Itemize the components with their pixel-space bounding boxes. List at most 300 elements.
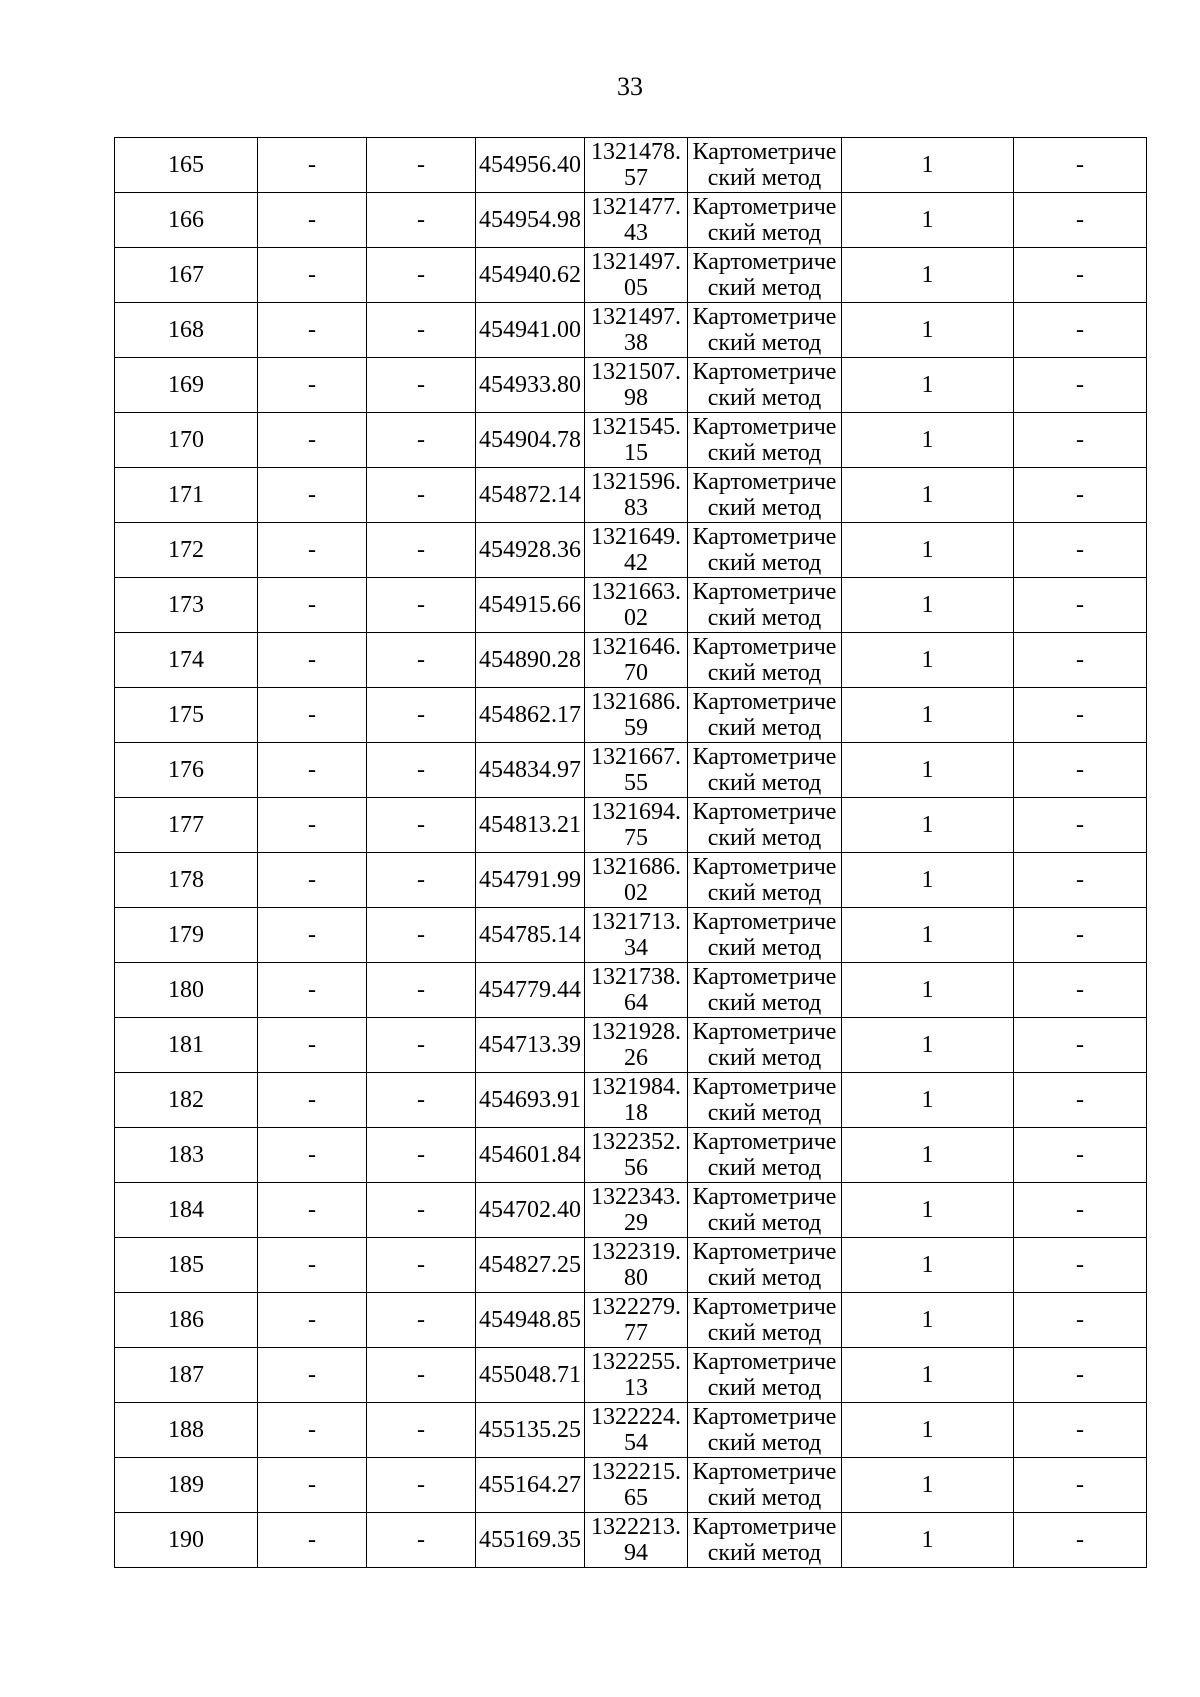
method-label-line: Картометриче xyxy=(692,359,837,385)
y-coordinate-decimal-part: 94 xyxy=(624,1540,648,1566)
point-number-cell: 179 xyxy=(115,908,258,963)
empty-cell: - xyxy=(258,798,367,853)
empty-cell: - xyxy=(1014,1238,1147,1293)
empty-cell: - xyxy=(367,413,476,468)
precision-cell: 1 xyxy=(842,1073,1014,1128)
method-cell xyxy=(688,908,842,963)
point-number-cell: 188 xyxy=(115,1403,258,1458)
method-label-line: ский метод xyxy=(707,1320,822,1346)
empty-cell: - xyxy=(1014,1128,1147,1183)
table-row xyxy=(115,743,1147,798)
empty-cell: - xyxy=(367,633,476,688)
point-number-cell: 186 xyxy=(115,1293,258,1348)
y-coordinate-decimal-part: 56 xyxy=(624,1155,648,1181)
y-coordinate-integer-part: 1321686. xyxy=(591,689,681,715)
point-number-cell: 172 xyxy=(115,523,258,578)
method-label-line: Картометриче xyxy=(692,1019,837,1045)
table-row xyxy=(115,908,1147,963)
empty-cell: - xyxy=(1014,1403,1147,1458)
point-number-cell: 183 xyxy=(115,1128,258,1183)
method-label-line: ский метод xyxy=(707,220,822,246)
precision-cell: 1 xyxy=(842,523,1014,578)
y-coordinate-cell xyxy=(585,413,688,468)
precision-cell: 1 xyxy=(842,963,1014,1018)
y-coordinate-decimal-part: 70 xyxy=(624,660,648,686)
precision-cell: 1 xyxy=(842,193,1014,248)
y-coordinate-integer-part: 1322213. xyxy=(591,1514,681,1540)
method-cell xyxy=(688,1238,842,1293)
point-number-cell: 180 xyxy=(115,963,258,1018)
point-number-cell: 189 xyxy=(115,1458,258,1513)
empty-cell: - xyxy=(367,193,476,248)
precision-cell: 1 xyxy=(842,688,1014,743)
empty-cell: - xyxy=(1014,908,1147,963)
x-coordinate-cell: 454834.97 xyxy=(476,743,585,798)
method-label-line: Картометриче xyxy=(692,964,837,990)
x-coordinate-cell: 455135.25 xyxy=(476,1403,585,1458)
y-coordinate-decimal-part: 42 xyxy=(624,550,648,576)
empty-cell: - xyxy=(367,523,476,578)
y-coordinate-cell xyxy=(585,798,688,853)
y-coordinate-cell xyxy=(585,578,688,633)
y-coordinate-integer-part: 1321507. xyxy=(591,359,681,385)
y-coordinate-cell xyxy=(585,908,688,963)
precision-cell: 1 xyxy=(842,413,1014,468)
y-coordinate-integer-part: 1321596. xyxy=(591,469,681,495)
y-coordinate-integer-part: 1322215. xyxy=(591,1459,681,1485)
precision-cell: 1 xyxy=(842,1128,1014,1183)
y-coordinate-decimal-part: 54 xyxy=(624,1430,648,1456)
method-label-line: ский метод xyxy=(707,1485,822,1511)
method-label-line: ский метод xyxy=(707,165,822,191)
y-coordinate-cell xyxy=(585,523,688,578)
method-cell xyxy=(688,413,842,468)
y-coordinate-integer-part: 1322224. xyxy=(591,1404,681,1430)
y-coordinate-integer-part: 1321497. xyxy=(591,249,681,275)
x-coordinate-cell: 454904.78 xyxy=(476,413,585,468)
empty-cell: - xyxy=(1014,1293,1147,1348)
table-row xyxy=(115,303,1147,358)
empty-cell: - xyxy=(258,193,367,248)
y-coordinate-integer-part: 1321667. xyxy=(591,744,681,770)
empty-cell: - xyxy=(258,1513,367,1568)
method-cell xyxy=(688,193,842,248)
method-label-line: Картометриче xyxy=(692,1459,837,1485)
table-row xyxy=(115,1238,1147,1293)
empty-cell: - xyxy=(367,1458,476,1513)
method-label-line: Картометриче xyxy=(692,689,837,715)
y-coordinate-cell xyxy=(585,1128,688,1183)
empty-cell: - xyxy=(367,468,476,523)
precision-cell: 1 xyxy=(842,578,1014,633)
y-coordinate-integer-part: 1321649. xyxy=(591,524,681,550)
x-coordinate-cell: 454948.85 xyxy=(476,1293,585,1348)
empty-cell: - xyxy=(258,633,367,688)
empty-cell: - xyxy=(367,1403,476,1458)
table-row xyxy=(115,413,1147,468)
empty-cell: - xyxy=(258,908,367,963)
y-coordinate-decimal-part: 05 xyxy=(624,275,648,301)
empty-cell: - xyxy=(367,1238,476,1293)
method-label-line: Картометриче xyxy=(692,414,837,440)
empty-cell: - xyxy=(258,138,367,193)
empty-cell: - xyxy=(258,358,367,413)
method-cell xyxy=(688,963,842,1018)
y-coordinate-integer-part: 1321984. xyxy=(591,1074,681,1100)
empty-cell: - xyxy=(367,853,476,908)
precision-cell: 1 xyxy=(842,248,1014,303)
precision-cell: 1 xyxy=(842,1458,1014,1513)
table-row xyxy=(115,1073,1147,1128)
method-label-line: ский метод xyxy=(707,275,822,301)
y-coordinate-integer-part: 1321928. xyxy=(591,1019,681,1045)
precision-cell: 1 xyxy=(842,138,1014,193)
x-coordinate-cell: 454862.17 xyxy=(476,688,585,743)
method-cell xyxy=(688,633,842,688)
method-label-line: ский метод xyxy=(707,825,822,851)
empty-cell: - xyxy=(1014,1073,1147,1128)
y-coordinate-integer-part: 1321497. xyxy=(591,304,681,330)
method-label-line: Картометриче xyxy=(692,854,837,880)
table-row xyxy=(115,468,1147,523)
method-label-line: ский метод xyxy=(707,330,822,356)
y-coordinate-integer-part: 1321646. xyxy=(591,634,681,660)
table-row xyxy=(115,1183,1147,1238)
method-label-line: Картометриче xyxy=(692,1184,837,1210)
empty-cell: - xyxy=(1014,1513,1147,1568)
table-row xyxy=(115,1018,1147,1073)
table-row xyxy=(115,798,1147,853)
y-coordinate-cell xyxy=(585,138,688,193)
y-coordinate-cell xyxy=(585,193,688,248)
empty-cell: - xyxy=(258,963,367,1018)
method-cell xyxy=(688,1293,842,1348)
empty-cell: - xyxy=(367,908,476,963)
method-cell xyxy=(688,303,842,358)
empty-cell: - xyxy=(367,1018,476,1073)
y-coordinate-decimal-part: 75 xyxy=(624,825,648,851)
precision-cell: 1 xyxy=(842,1513,1014,1568)
empty-cell: - xyxy=(1014,248,1147,303)
precision-cell: 1 xyxy=(842,1403,1014,1458)
table-row xyxy=(115,578,1147,633)
y-coordinate-integer-part: 1321478. xyxy=(591,139,681,165)
y-coordinate-cell xyxy=(585,688,688,743)
method-label-line: Картометриче xyxy=(692,1349,837,1375)
empty-cell: - xyxy=(1014,468,1147,523)
y-coordinate-decimal-part: 59 xyxy=(624,715,648,741)
method-cell xyxy=(688,688,842,743)
empty-cell: - xyxy=(367,1293,476,1348)
y-coordinate-integer-part: 1321738. xyxy=(591,964,681,990)
method-label-line: ский метод xyxy=(707,385,822,411)
empty-cell: - xyxy=(367,1348,476,1403)
method-label-line: ский метод xyxy=(707,550,822,576)
method-label-line: Картометриче xyxy=(692,524,837,550)
empty-cell: - xyxy=(1014,138,1147,193)
empty-cell: - xyxy=(367,358,476,413)
method-label-line: Картометриче xyxy=(692,579,837,605)
x-coordinate-cell: 454890.28 xyxy=(476,633,585,688)
y-coordinate-decimal-part: 18 xyxy=(624,1100,648,1126)
method-cell xyxy=(688,1128,842,1183)
empty-cell: - xyxy=(258,1073,367,1128)
point-number-cell: 173 xyxy=(115,578,258,633)
method-label-line: ский метод xyxy=(707,495,822,521)
x-coordinate-cell: 454785.14 xyxy=(476,908,585,963)
empty-cell: - xyxy=(258,1348,367,1403)
empty-cell: - xyxy=(367,1073,476,1128)
y-coordinate-integer-part: 1321713. xyxy=(591,909,681,935)
empty-cell: - xyxy=(258,413,367,468)
empty-cell: - xyxy=(258,1403,367,1458)
y-coordinate-integer-part: 1322352. xyxy=(591,1129,681,1155)
y-coordinate-integer-part: 1322319. xyxy=(591,1239,681,1265)
empty-cell: - xyxy=(258,743,367,798)
y-coordinate-cell xyxy=(585,248,688,303)
precision-cell: 1 xyxy=(842,1348,1014,1403)
empty-cell: - xyxy=(1014,853,1147,908)
point-number-cell: 182 xyxy=(115,1073,258,1128)
y-coordinate-decimal-part: 77 xyxy=(624,1320,648,1346)
y-coordinate-cell xyxy=(585,1293,688,1348)
empty-cell: - xyxy=(1014,1458,1147,1513)
empty-cell: - xyxy=(258,853,367,908)
method-cell xyxy=(688,1348,842,1403)
y-coordinate-cell xyxy=(585,853,688,908)
x-coordinate-cell: 455048.71 xyxy=(476,1348,585,1403)
y-coordinate-decimal-part: 13 xyxy=(624,1375,648,1401)
point-number-cell: 184 xyxy=(115,1183,258,1238)
method-cell xyxy=(688,853,842,908)
empty-cell: - xyxy=(258,1018,367,1073)
method-label-line: Картометриче xyxy=(692,469,837,495)
y-coordinate-decimal-part: 65 xyxy=(624,1485,648,1511)
empty-cell: - xyxy=(1014,303,1147,358)
method-label-line: Картометриче xyxy=(692,909,837,935)
method-label-line: Картометриче xyxy=(692,304,837,330)
y-coordinate-decimal-part: 98 xyxy=(624,385,648,411)
method-label-line: Картометриче xyxy=(692,1404,837,1430)
table-body xyxy=(115,138,1147,1568)
point-number-cell: 185 xyxy=(115,1238,258,1293)
method-label-line: Картометриче xyxy=(692,1074,837,1100)
point-number-cell: 178 xyxy=(115,853,258,908)
method-cell xyxy=(688,248,842,303)
precision-cell: 1 xyxy=(842,798,1014,853)
empty-cell: - xyxy=(367,1513,476,1568)
method-label-line: ский метод xyxy=(707,1430,822,1456)
method-label-line: ский метод xyxy=(707,1265,822,1291)
empty-cell: - xyxy=(367,798,476,853)
precision-cell: 1 xyxy=(842,633,1014,688)
method-label-line: ский метод xyxy=(707,1100,822,1126)
precision-cell: 1 xyxy=(842,853,1014,908)
method-label-line: Картометриче xyxy=(692,1294,837,1320)
y-coordinate-integer-part: 1322343. xyxy=(591,1184,681,1210)
point-number-cell: 167 xyxy=(115,248,258,303)
empty-cell: - xyxy=(1014,523,1147,578)
method-label-line: Картометриче xyxy=(692,744,837,770)
point-number-cell: 181 xyxy=(115,1018,258,1073)
method-cell xyxy=(688,743,842,798)
empty-cell: - xyxy=(367,303,476,358)
empty-cell: - xyxy=(1014,743,1147,798)
x-coordinate-cell: 454779.44 xyxy=(476,963,585,1018)
table-row xyxy=(115,963,1147,1018)
point-number-cell: 169 xyxy=(115,358,258,413)
method-cell xyxy=(688,468,842,523)
x-coordinate-cell: 454827.25 xyxy=(476,1238,585,1293)
method-label-line: ский метод xyxy=(707,715,822,741)
method-cell xyxy=(688,1513,842,1568)
y-coordinate-cell xyxy=(585,1018,688,1073)
y-coordinate-cell xyxy=(585,1403,688,1458)
method-label-line: Картометриче xyxy=(692,1514,837,1540)
method-cell xyxy=(688,138,842,193)
method-label-line: Картометриче xyxy=(692,1129,837,1155)
x-coordinate-cell: 454928.36 xyxy=(476,523,585,578)
precision-cell: 1 xyxy=(842,1238,1014,1293)
x-coordinate-cell: 455164.27 xyxy=(476,1458,585,1513)
y-coordinate-cell xyxy=(585,633,688,688)
y-coordinate-cell xyxy=(585,1458,688,1513)
x-coordinate-cell: 454941.00 xyxy=(476,303,585,358)
empty-cell: - xyxy=(1014,1183,1147,1238)
empty-cell: - xyxy=(258,1458,367,1513)
point-number-cell: 177 xyxy=(115,798,258,853)
y-coordinate-decimal-part: 64 xyxy=(624,990,648,1016)
y-coordinate-cell xyxy=(585,1348,688,1403)
precision-cell: 1 xyxy=(842,743,1014,798)
empty-cell: - xyxy=(1014,413,1147,468)
table-row xyxy=(115,1513,1147,1568)
x-coordinate-cell: 454791.99 xyxy=(476,853,585,908)
method-cell xyxy=(688,1073,842,1128)
table-row xyxy=(115,358,1147,413)
table-row xyxy=(115,248,1147,303)
point-number-cell: 168 xyxy=(115,303,258,358)
empty-cell: - xyxy=(367,248,476,303)
empty-cell: - xyxy=(367,1183,476,1238)
method-label-line: Картометриче xyxy=(692,194,837,220)
y-coordinate-decimal-part: 02 xyxy=(624,880,648,906)
table-row xyxy=(115,1128,1147,1183)
point-number-cell: 190 xyxy=(115,1513,258,1568)
method-label-line: ский метод xyxy=(707,440,822,466)
y-coordinate-cell xyxy=(585,1513,688,1568)
point-number-cell: 165 xyxy=(115,138,258,193)
table-row xyxy=(115,1348,1147,1403)
method-label-line: Картометриче xyxy=(692,139,837,165)
precision-cell: 1 xyxy=(842,1293,1014,1348)
y-coordinate-decimal-part: 43 xyxy=(624,220,648,246)
y-coordinate-cell xyxy=(585,1238,688,1293)
method-cell xyxy=(688,358,842,413)
y-coordinate-decimal-part: 38 xyxy=(624,330,648,356)
empty-cell: - xyxy=(258,1128,367,1183)
empty-cell: - xyxy=(258,468,367,523)
table-row xyxy=(115,523,1147,578)
x-coordinate-cell: 454940.62 xyxy=(476,248,585,303)
method-cell xyxy=(688,523,842,578)
empty-cell: - xyxy=(1014,358,1147,413)
method-label-line: ский метод xyxy=(707,1155,822,1181)
x-coordinate-cell: 454702.40 xyxy=(476,1183,585,1238)
method-cell xyxy=(688,1403,842,1458)
point-number-cell: 174 xyxy=(115,633,258,688)
y-coordinate-decimal-part: 15 xyxy=(624,440,648,466)
precision-cell: 1 xyxy=(842,1018,1014,1073)
x-coordinate-cell: 454915.66 xyxy=(476,578,585,633)
empty-cell: - xyxy=(367,138,476,193)
y-coordinate-decimal-part: 55 xyxy=(624,770,648,796)
empty-cell: - xyxy=(1014,633,1147,688)
empty-cell: - xyxy=(1014,193,1147,248)
x-coordinate-cell: 454956.40 xyxy=(476,138,585,193)
x-coordinate-cell: 455169.35 xyxy=(476,1513,585,1568)
y-coordinate-decimal-part: 83 xyxy=(624,495,648,521)
method-label-line: ский метод xyxy=(707,770,822,796)
table-row xyxy=(115,688,1147,743)
method-label-line: Картометриче xyxy=(692,1239,837,1265)
table-row xyxy=(115,138,1147,193)
table-row xyxy=(115,633,1147,688)
method-label-line: ский метод xyxy=(707,1045,822,1071)
precision-cell: 1 xyxy=(842,1183,1014,1238)
method-label-line: Картометриче xyxy=(692,634,837,660)
x-coordinate-cell: 454933.80 xyxy=(476,358,585,413)
method-cell xyxy=(688,1183,842,1238)
empty-cell: - xyxy=(258,578,367,633)
method-label-line: ский метод xyxy=(707,605,822,631)
table-row xyxy=(115,1458,1147,1513)
x-coordinate-cell: 454713.39 xyxy=(476,1018,585,1073)
y-coordinate-integer-part: 1321694. xyxy=(591,799,681,825)
precision-cell: 1 xyxy=(842,303,1014,358)
method-label-line: ский метод xyxy=(707,880,822,906)
method-cell xyxy=(688,1018,842,1073)
y-coordinate-cell xyxy=(585,963,688,1018)
x-coordinate-cell: 454954.98 xyxy=(476,193,585,248)
method-label-line: ский метод xyxy=(707,1210,822,1236)
method-label-line: ский метод xyxy=(707,1375,822,1401)
empty-cell: - xyxy=(367,578,476,633)
method-label-line: Картометриче xyxy=(692,799,837,825)
point-number-cell: 166 xyxy=(115,193,258,248)
y-coordinate-integer-part: 1321663. xyxy=(591,579,681,605)
point-number-cell: 170 xyxy=(115,413,258,468)
y-coordinate-cell xyxy=(585,1073,688,1128)
method-cell xyxy=(688,798,842,853)
empty-cell: - xyxy=(367,688,476,743)
empty-cell: - xyxy=(258,523,367,578)
empty-cell: - xyxy=(258,1293,367,1348)
method-label-line: ский метод xyxy=(707,660,822,686)
point-number-cell: 187 xyxy=(115,1348,258,1403)
table-row xyxy=(115,1403,1147,1458)
x-coordinate-cell: 454601.84 xyxy=(476,1128,585,1183)
y-coordinate-integer-part: 1321477. xyxy=(591,194,681,220)
y-coordinate-decimal-part: 26 xyxy=(624,1045,648,1071)
empty-cell: - xyxy=(1014,578,1147,633)
empty-cell: - xyxy=(1014,1018,1147,1073)
empty-cell: - xyxy=(1014,688,1147,743)
method-cell xyxy=(688,578,842,633)
table-row xyxy=(115,853,1147,908)
y-coordinate-cell xyxy=(585,743,688,798)
x-coordinate-cell: 454872.14 xyxy=(476,468,585,523)
